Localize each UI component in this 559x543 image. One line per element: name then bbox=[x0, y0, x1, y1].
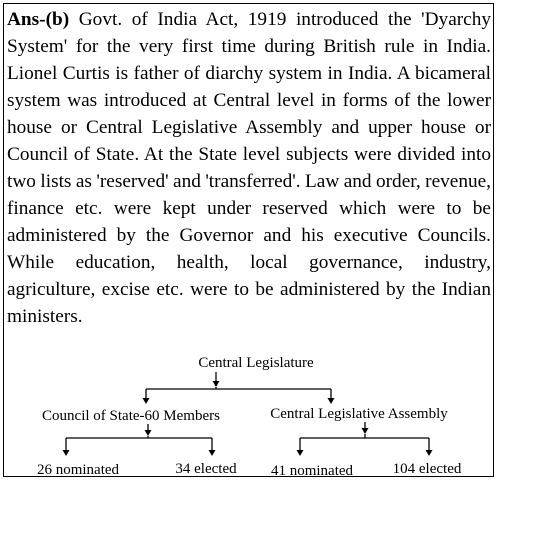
root-down-arrow bbox=[213, 372, 220, 387]
council-of-state-label: Council of State-60 Members bbox=[42, 408, 220, 424]
root-node-label: Central Legislature bbox=[198, 355, 314, 371]
assembly-nominated-label: 41 nominated bbox=[270, 463, 354, 479]
answer-label: Ans-(b) bbox=[7, 9, 70, 30]
central-legislative-assembly-label: Central Legislative Assembly bbox=[270, 406, 448, 422]
council-branch-connector bbox=[63, 424, 216, 456]
assembly-branch-connector bbox=[297, 422, 433, 456]
answer-text: Govt. of India Act, 1919 introduced the 'Dyarchy System' for the very first time during British rule in India. Lionel Curtis is father of diarchy system in India. A bicameral system was introduced at Central level in forms of the lower house or Central Legislative Assembly and upper house or Council of State. At the State level subjects were divided into two lists as 'reserved' and 'transferred'. Law and order, revenue, finance etc. were kept under reserved which were to be administered by the Governor and his executive Councils. While education, health, local governance, industry, agriculture, excise etc. were to be administered by the Indian ministers. bbox=[7, 9, 492, 327]
assembly-elected-label: 104 elected bbox=[392, 461, 462, 477]
council-elected-label: 34 elected bbox=[175, 461, 237, 477]
council-nominated-label: 26 nominated bbox=[36, 462, 120, 478]
top-branch-connector bbox=[143, 387, 335, 404]
